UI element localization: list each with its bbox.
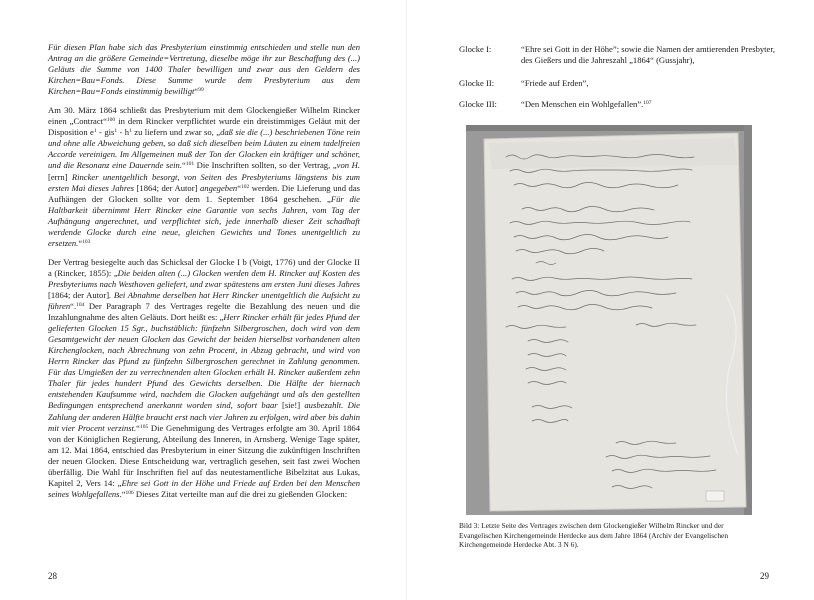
quoted-text: daß sie die (...) beschriebenen Töne rein und ohne alle Abweichung geben, so daß sich dieselben beim Läuten zu einem tadelfreien Accorde vereinigen. Im Allgemeinen muß der Ton der Glocken ein kräftiger und schöner, und die Resonanz eine Dauernde sein. <box>48 127 360 171</box>
footnote-marker: 105 <box>139 423 149 430</box>
body-text: Der Vertrag besiegelte auch das Schicksal der Glocke I b (Voigt, 1776) und der Glocke II a (Rincker, 1855): „ <box>48 256 360 278</box>
quoted-text: Ehre sei Gott in der Höhe und Friede auf Erden bei den Menschen seines Wohlgefallens. <box>48 477 361 499</box>
page-number-right: 29 <box>760 571 769 581</box>
body-text: - gis <box>96 127 115 138</box>
body-text: Dieses Zitat verteilte man auf die drei zu gießenden Glocken: <box>133 488 348 499</box>
bell-key: Glocke II: <box>459 78 495 88</box>
body-text: [sie!] <box>281 400 301 411</box>
right-page <box>407 0 814 600</box>
quoted-text: Für diesen Plan habe sich das Presbyterium einstimmig entschieden und stelle nun den Antrag an die größere Gemeinde=Vertretung, dieselbe möge ihr zur Beschaffung des (...) Geläuts die Summe von 1400 Thaler bewilligen und zwar aus den Geldern des Kirchen=Bau=Fonds. Diese Summe wurde dem Presbyterium aus dem Kirchen=Bau=Fonds einstimmig bewilligt <box>48 42 360 97</box>
footnote-marker: 100 <box>106 117 116 124</box>
footnote-marker: 103 <box>82 238 91 245</box>
body-text: “ <box>136 422 140 433</box>
body-text: “ <box>181 160 186 171</box>
bell-value: “Ehre sei Gott in der Höhe”; sowie die Namen der amtierenden Presbyter, des Gießers und die Jahreszahl „1864“ (Gussjahr), <box>521 44 776 65</box>
quoted-text: Für die Haltbarkeit übernimmt Herr Rincker eine Garantie von sechs Jahren, vom Tag der Aufhängung angerechnet, und verpflichtet sich, jede innerhalb dieser Zeit schadhaft werdende Glocke durch eine neue, gleichen Gewichts und Tones unentgeltlich zu ersetzen. <box>48 193 360 248</box>
page-number-left: 28 <box>48 571 57 581</box>
body-text: “ <box>237 182 242 193</box>
quoted-text: Herr Rincker erhält für jedes Pfund der gelieferten Glocken 15 Sgr., buchstäblich: fünfzehn Silbergroschen, doch wird von dem Gesamtgewicht der neuen Glocken das Gewicht der beiden hierselbst vorhandenen alten Kirchenglocken, nach Abrechnung von zehn Procent, in Abzug gebracht, und wird von Herrn Rincker das Pfund zu fünfzehn Silbergroschen gerechnet in Zahlung genommen. Für das Umgießen der zu verrechnenden alten Glocken erhält H. Rincker außerdem zehn Thaler für jedes hundert Pfund des Gewichts derselben. Die Hälfte der hiernach entstehenden Kaufsumme wird, nachdem die Glocken aufgehängt und als den gestellten Bedingungen entsprechend anerkannt worden sind, sofort baar <box>48 312 360 411</box>
body-text: werden. Die Lieferung und das Aufhängen der Glocken sollte vor dem 1. September 1864 geschehen. „ <box>48 182 360 204</box>
body-text: “ <box>121 488 126 499</box>
quoted-text: Bei Abnahme derselben hat Herr Rincker unentgeltlich die Aufsicht zu führen <box>48 289 360 312</box>
body-text: in dem Rincker verpflichtet wurde ein dreistimmiges Geläut mit der Disposition e <box>48 116 360 138</box>
footnote-marker: 101 <box>185 161 195 168</box>
quoted-text: Rincker unentgeltlich besorgt, von Seiten des Presbyteriums längstens bis zum ersten Mai dieses Jahres <box>48 171 360 193</box>
quoted-text: ausbezahlt. Die Zahlung der anderen Hälfte braucht erst nach vier Jahren zu erfolgen, wird aber bis dahin mit vier Procent verzinst. <box>48 400 360 433</box>
body-text: Die Genehmigung des Vertrages erfolgte am 30. April 1864 von der Königlichen Regierung, Abteilung des Inneren, in Arnsberg. Wenige Tage später, am 12. Mai 1864, entschied das Presbyterium in einer Sitzung die zukünftigen Inschriften der neuen Glocken. Diese Entscheidung war, vertraglich gesehen, seit fast zwei Wochen überfällig. Die Wahl für Inschriften fiel auf das neutestamentliche Bibelzitat aus Lukas, Kapitel 2, Vers 14: „ <box>48 422 360 488</box>
footnote-marker: 99 <box>198 87 204 94</box>
bell-value: “Friede auf Erden”, <box>521 78 589 88</box>
quoted-text: . <box>109 289 114 300</box>
left-text-column <box>48 42 360 508</box>
quote-paragraph <box>48 42 360 97</box>
body-text: zu liefern und zwar so, „ <box>131 127 221 138</box>
body-text: “ <box>194 86 199 97</box>
footnote-marker: 1 <box>129 128 132 135</box>
contract-document-photo <box>466 125 752 515</box>
footnote-marker: 102 <box>241 183 250 190</box>
body-text: [1864; der Autor] <box>48 289 110 300</box>
body-text: Der Paragraph 7 des Vertrages regelte die Bezahlung des neuen und die Inzahlungnahme des alten Geläuts. Dort heißt es: „ <box>48 301 360 323</box>
body-text: “. <box>70 301 77 312</box>
quoted-text: Die beiden alten (...) Glocken werden dem H. Rincker auf Kosten des Presbyteriums nach Westhoven geliefert, und zwar spätestens am ersten Juni dieses Jahres <box>48 267 360 289</box>
bells-paragraph <box>48 257 360 500</box>
body-text: [errn] <box>48 171 68 182</box>
footnote-marker: 104 <box>76 302 85 309</box>
quoted-text: angegeben <box>197 182 238 193</box>
footnote-marker: 106 <box>125 489 134 496</box>
body-text: - h <box>117 127 130 138</box>
bell-value: “Den Menschen ein Wohlgefallen”.$^{107}$ <box>521 99 652 109</box>
figure-caption: Bild 3: Letzte Seite des Vertrages zwischen dem Glockengießer Wilhelm Rincker und der Evangelischen Kirchengemeinde Herdecke aus dem Jahre 1864 (Archiv der Evangelischen Kirchengemeinde Herdecke Abt. 3 N 6). <box>459 521 729 550</box>
body-text: “ <box>78 237 83 248</box>
quoted-text: von H. <box>336 160 360 171</box>
bell-key: Glocke III: <box>459 99 497 109</box>
footnote-marker: 1 <box>114 128 118 135</box>
footnote-marker: 107 <box>643 100 652 106</box>
bell-key: Glocke I: <box>459 44 492 54</box>
body-text: Die Inschriften sollten, so der Vertrag, „ <box>194 160 337 171</box>
body-text: Am 30. März 1864 schließt das Presbyterium mit dem Glockengießer Wilhelm Rincker einen „Contract“ <box>48 105 360 127</box>
body-text: [1864; der Autor] <box>136 182 198 193</box>
footnote-marker: 1 <box>93 128 97 135</box>
contract-paragraph <box>48 105 360 249</box>
